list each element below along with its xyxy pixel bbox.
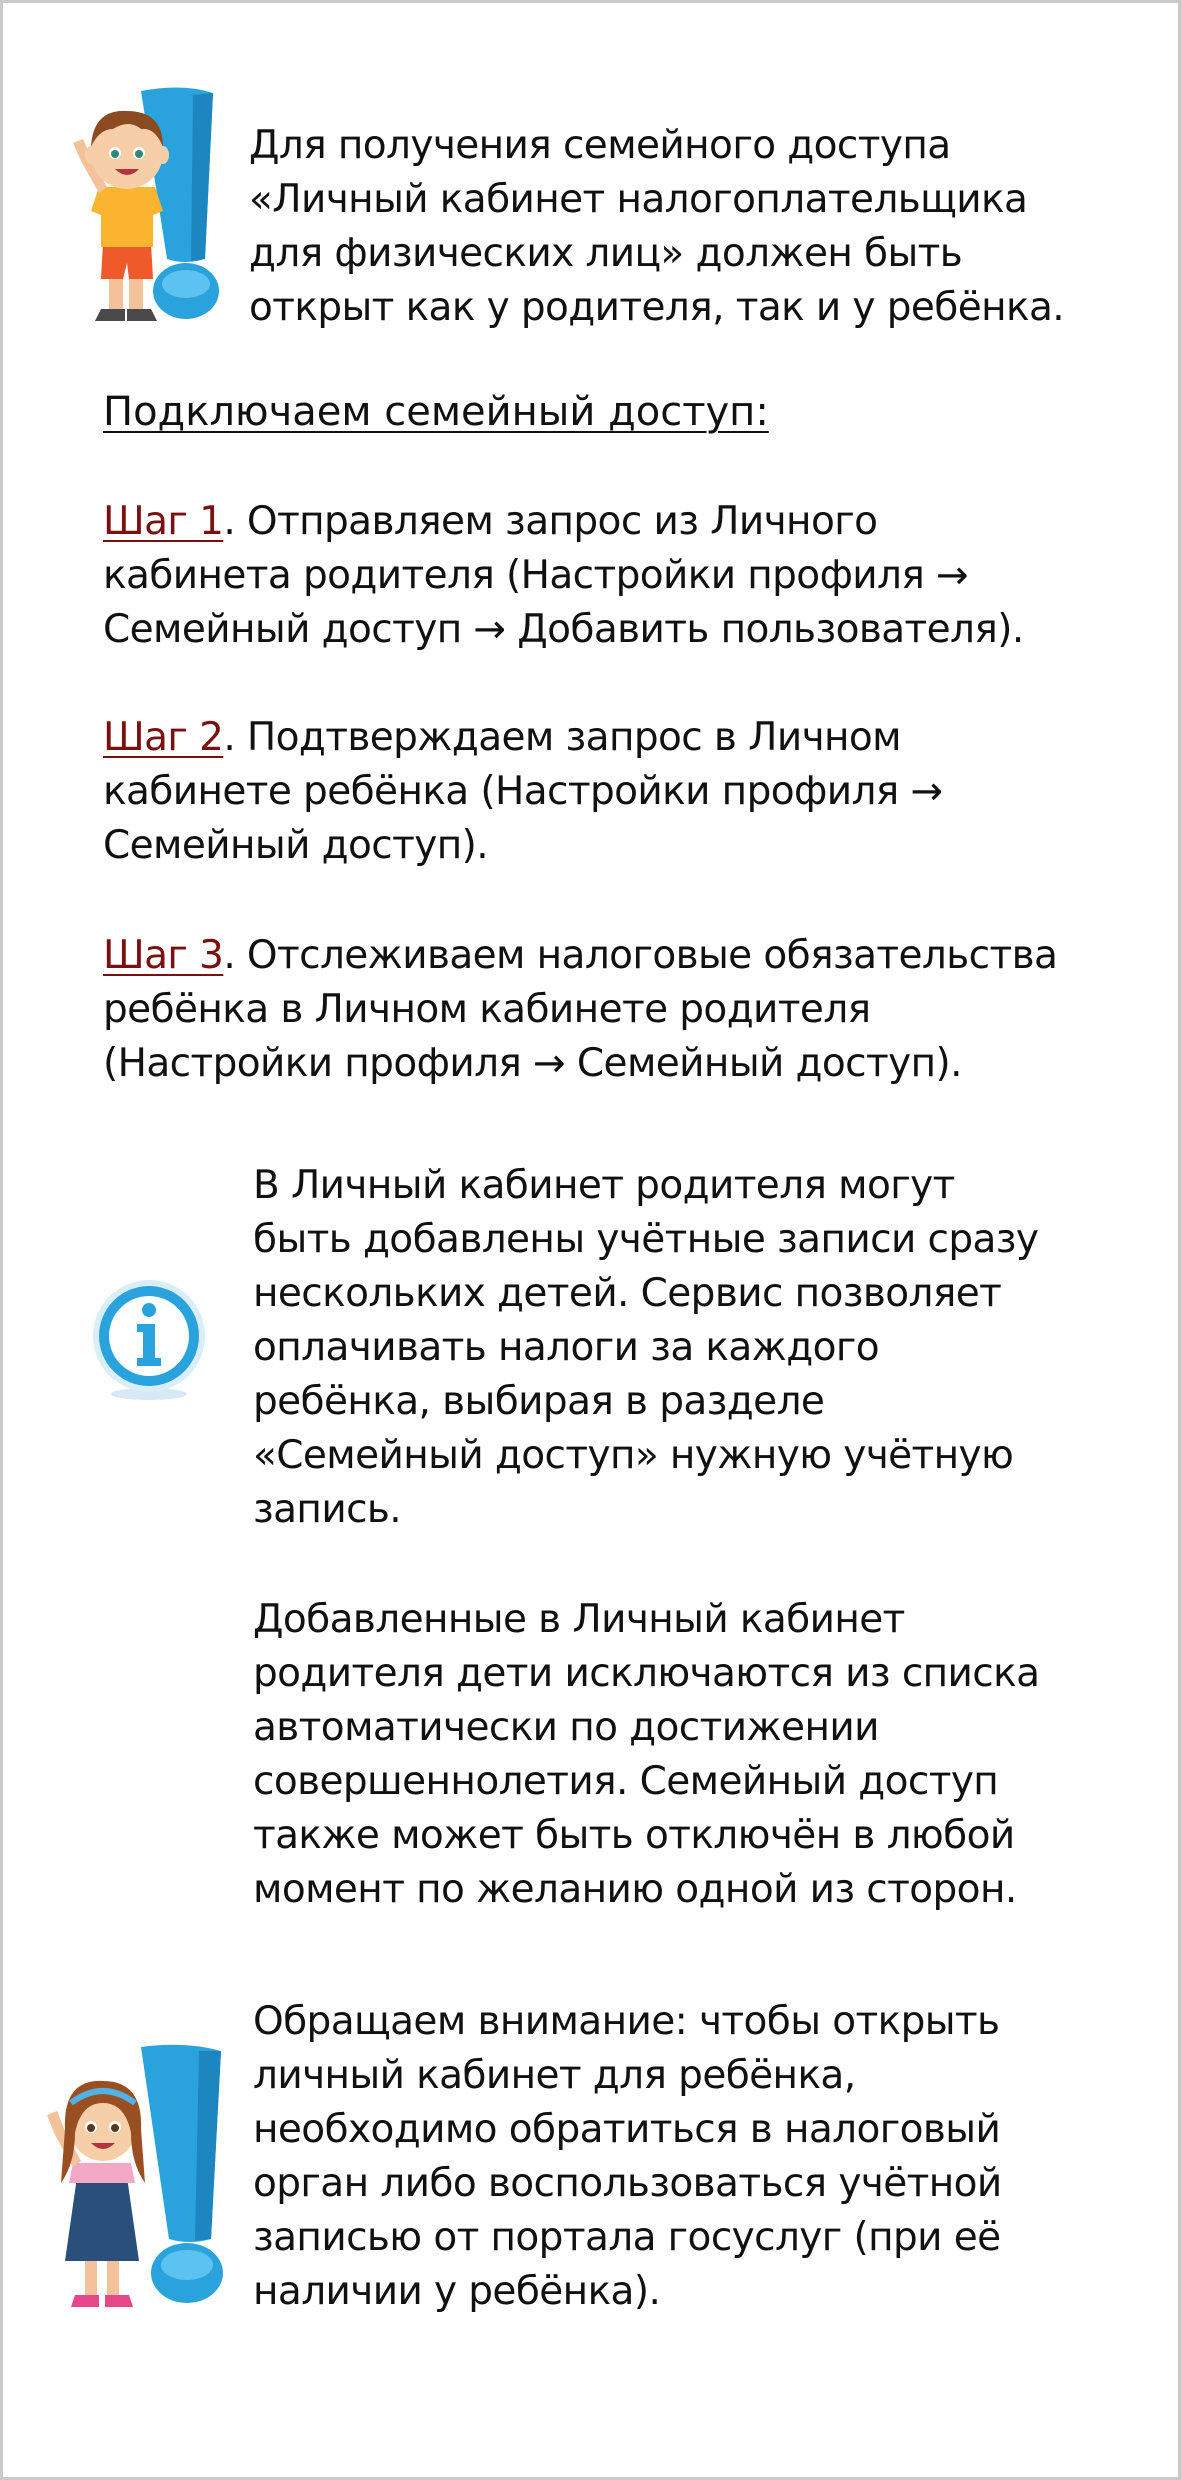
info-paragraph-1: В Личный кабинет родителя могут быть добавлены учётные записи сразу нескольких детей. Сервис позволяет оплачивать налоги за каждого ребёнка, выбирая в разделе «Семейный доступ» нужную учётную запись. <box>253 1163 1039 1532</box>
step-1-text: . Отправляем запрос из Личного кабинета родителя (Настройки профиля → Семейный доступ → Добавить пользователя). <box>103 499 1024 652</box>
step-3-label: Шаг 3 <box>103 933 224 978</box>
boy-exclamation-illustration <box>63 83 233 338</box>
step-2-label: Шаг 2 <box>103 715 224 760</box>
intro-text: Для получения семейного доступа «Личный кабинет налогоплательщика для физических лиц» должен быть открыт как у родителя, так и у ребёнка. <box>249 123 1065 330</box>
step-2 <box>103 711 1143 873</box>
step-1-label: Шаг 1 <box>103 499 224 544</box>
note-text: Обращаем внимание: чтобы открыть личный кабинет для ребёнка, необходимо обратиться в налоговый орган либо воспользоваться учётной записью от портала госуслуг (при её наличии у ребёнка). <box>253 1999 1002 2314</box>
info-icon <box>89 1278 209 1403</box>
step-1 <box>103 495 1143 657</box>
step-2-text: . Подтверждаем запрос в Личном кабинете ребёнка (Настройки профиля → Семейный доступ). <box>103 715 943 868</box>
girl-exclamation-illustration <box>35 2043 245 2318</box>
step-3 <box>103 929 1143 1091</box>
step-3-text: . Отслеживаем налоговые обязательства ребёнка в Личном кабинете родителя (Настройки профиля → Семейный доступ). <box>103 933 1058 1086</box>
steps-heading: Подключаем семейный доступ: <box>103 389 769 435</box>
info-paragraph-2: Добавленные в Личный кабинет родителя дети исключаются из списка автоматически по достижении совершеннолетия. Семейный доступ также может быть отключён в любой момент по желанию одной из сторон. <box>253 1597 1040 1912</box>
